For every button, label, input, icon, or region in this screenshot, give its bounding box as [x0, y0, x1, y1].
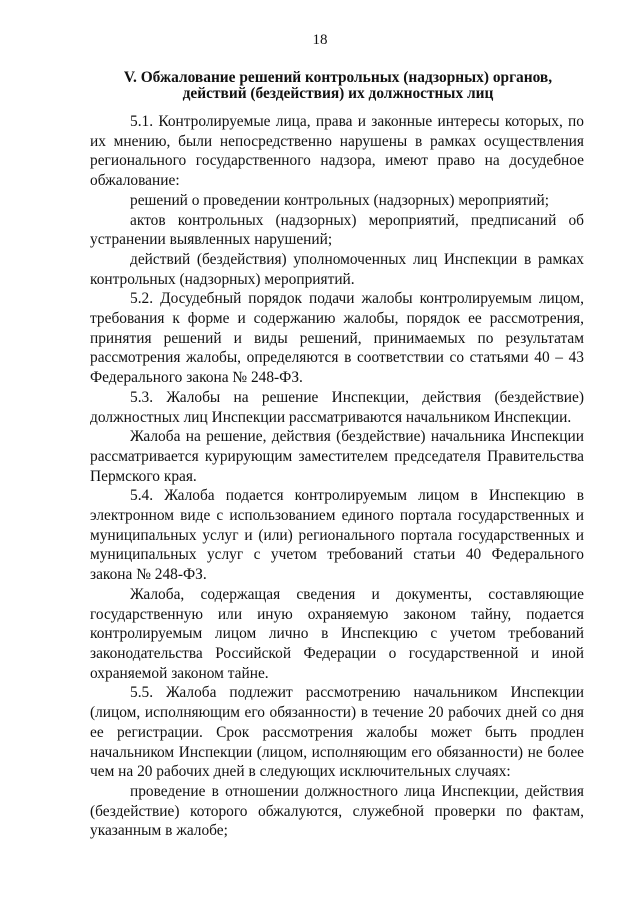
- section-heading: [92, 70, 584, 102]
- paragraph-5-4: 5.4. Жалоба подается контролируемым лицом в Инспекцию в электронном виде с использованием единого портала государственных и муниципальных услуг и (или) регионального портала государственных и муниципальных услуг с учетом требований статьи 40 Федерального закона № 248-ФЗ.: [90, 487, 584, 584]
- section-heading-line-2: действий (бездействия) их должностных лиц: [182, 85, 494, 102]
- paragraph-5-5: 5.5. Жалоба подлежит рассмотрению начальником Инспекции (лицом, исполняющим его обязанности) в течение 20 рабочих дней со дня ее регистрации. Срок рассмотрения жалобы может быть продлен начальником Инспекции (лицом, исполняющим его обязанности) не более чем на 20 рабочих дней в следующих исключительных случаях:: [90, 684, 584, 781]
- paragraph-5-2: 5.2. Досудебный порядок подачи жалобы контролируемым лицом, требования к форме и содержанию жалобы, порядок ее рассмотрения, принятия решений и виды решений, принимаемых по результатам рассмотрения жалобы, определяются в соответствии со статьями 40 – 43 Федерального закона № 248-ФЗ.: [90, 290, 584, 387]
- paragraph-5-3: 5.3. Жалобы на решение Инспекции, действия (бездействие) должностных лиц Инспекции рассматриваются начальником Инспекции.: [90, 388, 584, 426]
- page-number: 18: [312, 32, 328, 48]
- paragraph-complaint-head: Жалоба на решение, действия (бездействие) начальника Инспекции рассматривается курирующим заместителем председателя Правительства Пермского края.: [90, 428, 584, 485]
- paragraph-decisions: решений о проведении контрольных (надзорных) мероприятий;: [130, 191, 550, 209]
- paragraph-acts: актов контрольных (надзорных) мероприятий, предписаний об устранении выявленных нарушений;: [90, 211, 584, 249]
- paragraph-5-1: 5.1. Контролируемые лица, права и законные интересы которых, по их мнению, были непосредственно нарушены в рамках осуществления регионального государственного надзора, имеют право на досудебное обжалование:: [90, 113, 584, 190]
- paragraph-secret-complaint: Жалоба, содержащая сведения и документы, составляющие государственную или иную охраняемую законом тайну, подается контролируемым лицом лично в Инспекцию с учетом требований законодательства Российской Федерации о государственной и иной охраняемой законом тайне.: [90, 585, 584, 682]
- section-heading-line-1: V. Обжалование решений контрольных (надзорных) органов,: [123, 69, 553, 86]
- paragraph-actions: действий (бездействия) уполномоченных лиц Инспекции в рамках контрольных (надзорных) мероприятий.: [90, 250, 584, 288]
- paragraph-inspection: проведение в отношении должностного лица Инспекции, действия (бездействие) которого обжалуются, служебной проверки по фактам, указанным в жалобе;: [90, 782, 584, 840]
- document-body: [90, 112, 584, 841]
